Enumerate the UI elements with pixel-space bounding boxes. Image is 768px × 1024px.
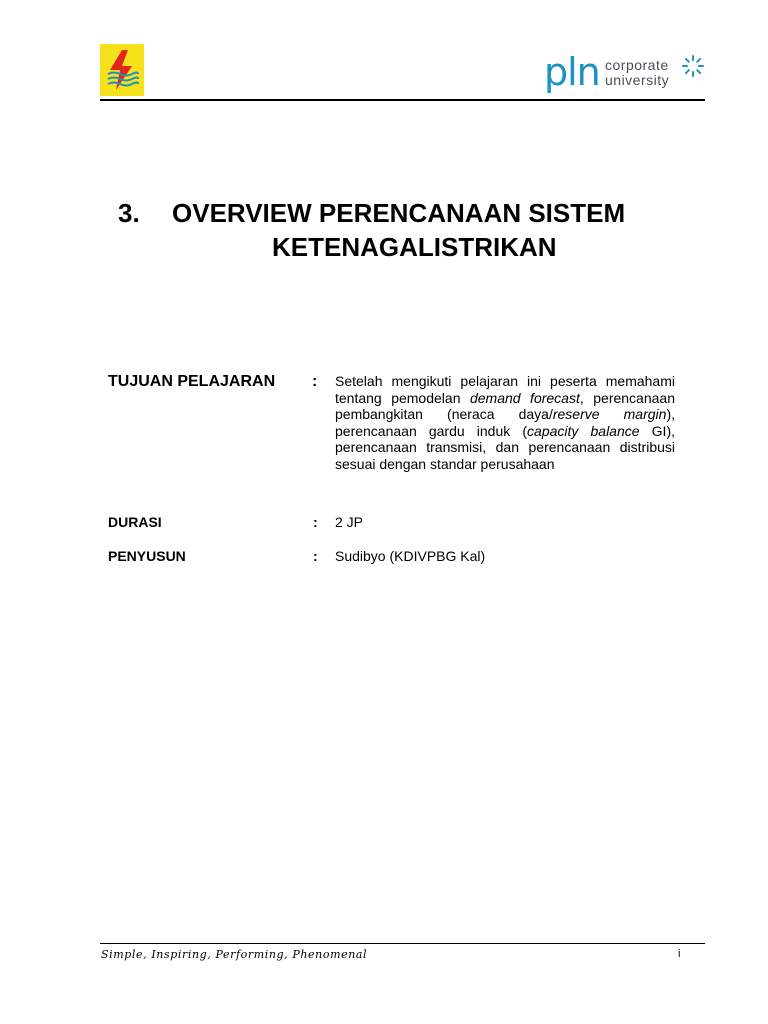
logo-line-corporate: corporate [605,57,669,73]
penyusun-value: Sudibyo (KDIVPBG Kal) [335,548,486,564]
page-number: i [678,948,681,960]
durasi-value: 2 JP [335,514,364,530]
penyusun-label: PENYUSUN [108,548,186,564]
logo-line-university: university [605,72,670,88]
durasi-label: DURASI [108,514,162,530]
pln-lightning-logo-icon [100,44,144,96]
chapter-title-line-1: OVERVIEW PERENCANAAN SISTEM [172,198,626,228]
header-divider [100,99,705,101]
durasi-colon: : [313,514,318,530]
chapter-number: 3. [118,198,140,228]
tujuan-label: TUJUAN PELAJARAN [108,373,276,390]
tujuan-colon: : [312,373,318,390]
tujuan-value: Setelah mengikuti pelajaran ini peserta memahami tentang pemodelan demand forecast, perencanaan pembangkitan (neraca daya/reserve margin), perencanaan gardu induk (capacity balance GI), perencanaan transmisi, dan perencanaan distribusi sesuai dengan standar perusahaan [335,373,675,472]
footer-motto: Simple, Inspiring, Performing, Phenomenal [101,948,368,961]
chapter-title-line-2: KETENAGALISTRIKAN [272,232,557,262]
penyusun-colon: : [313,548,318,564]
sunburst-icon [681,54,705,78]
footer-divider [100,943,705,944]
pln-corporate-university-logo [544,50,710,98]
logo-brand-text: pln [544,50,600,94]
